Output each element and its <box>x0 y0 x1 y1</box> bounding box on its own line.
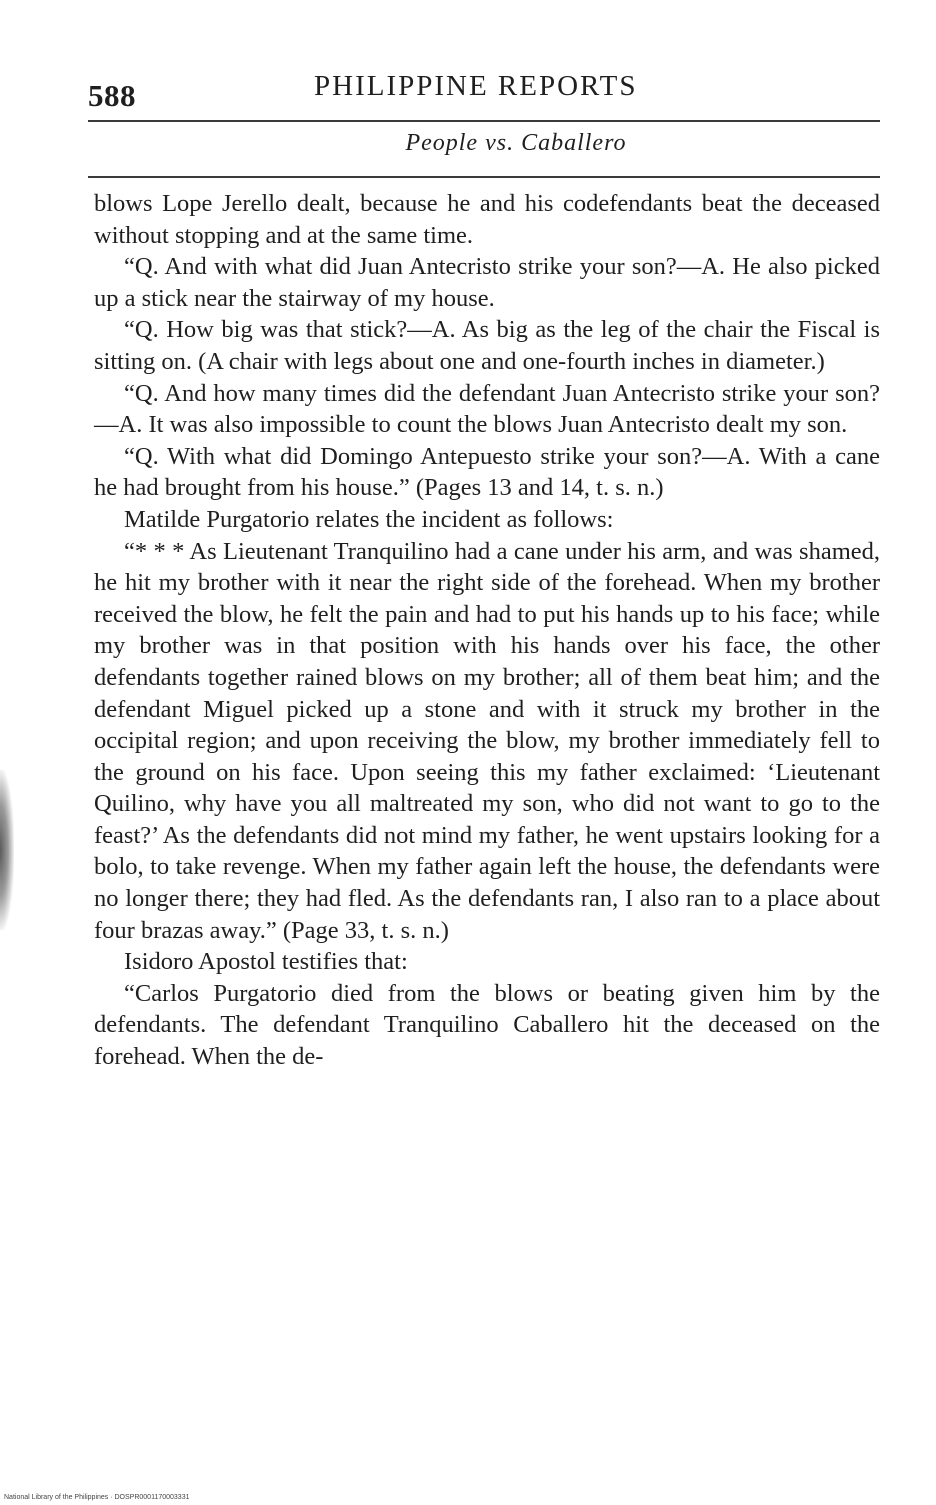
header-rule-bottom <box>88 176 880 178</box>
body-text <box>94 188 880 1073</box>
paragraph-matilde-testimony: “* * * As Lieutenant Tranquilino had a cane under his arm, and was shamed, he hit my brother with it near the right side of the forehead. When my brother received the blow, he felt the pain and had to put his hands up to his face; while my brother was in that position with his hands over his face, the other defendants together rained blows on my brother; all of them beat him; and the defendant Miguel picked up a stone and with it struck my brother in the occipital region; and upon receiving the blow, my brother immediately fell to the ground on his face. Upon seeing this my father exclaimed: ‘Lieutenant Quilino, why have you all maltreated my son, who did not want to go to the feast?’ As the defendants did not mind my father, he went upstairs looking for a bolo, to take revenge. When my father again left the house, the defendants were no longer there; they had fled. As the defendants ran, I also ran to a place about four brazas away.” (Page 33, t. s. n.) <box>94 537 880 944</box>
scan-footer: National Library of the Philippines · DOSPR0001170003331 <box>4 1494 190 1501</box>
paragraph-testimony-q3: “Q. And how many times did the defendant Juan Antecristo strike your son?—A. It was also impossible to count the blows Juan Antecristo dealt my son. <box>94 379 880 439</box>
paragraph-testimony-q2: “Q. How big was that stick?—A. As big as the leg of the chair the Fiscal is sitting on. (A chair with legs about one and one-fourth inches in diameter.) <box>94 316 880 375</box>
paragraph-isidoro-testimony: “Carlos Purgatorio died from the blows or beating given him by the defendants. The defendant Tranquilino Caballero hit the deceased on the forehead. When the de- <box>94 979 880 1071</box>
paragraph-testimony-q4: “Q. With what did Domingo Antepuesto strike your son?—A. With a cane he had brought from his house.” (Pages 13 and 14, t. s. n.) <box>94 442 880 502</box>
paragraph-matilde-intro: Matilde Purgatorio relates the incident as follows: <box>124 505 614 533</box>
scan-edge-shadow <box>0 770 14 930</box>
page-number: 588 <box>88 78 136 113</box>
paragraph-isidoro-intro: Isidoro Apostol testifies that: <box>124 948 408 976</box>
case-title: People vs. Caballero <box>405 130 627 156</box>
running-head: PHILIPPINE REPORTS <box>314 70 638 102</box>
paragraph-testimony-q1: “Q. And with what did Juan Antecristo strike your son?—A. He also picked up a stick near the stairway of my house. <box>94 253 880 312</box>
header-rule-top <box>88 120 880 122</box>
paragraph-continuation: blows Lope Jerello dealt, because he and his codefendants beat the deceased without stopping and at the same time. <box>94 190 880 249</box>
page-header <box>88 64 880 114</box>
